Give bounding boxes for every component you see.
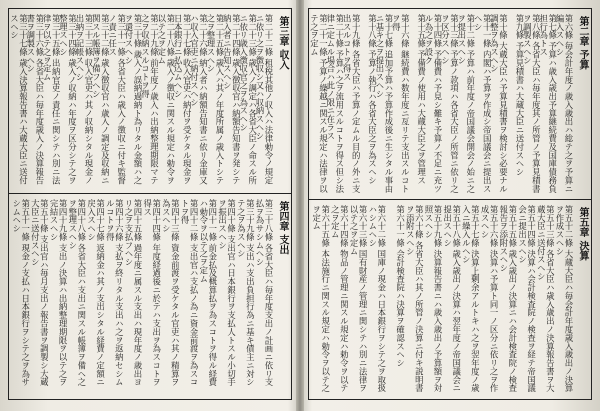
article-column: 第十一條 内閣ハ予算ヲ作成シ帝国議会ニ提出スヘシ — [473, 14, 493, 193]
article-column: 第十八條 予算ノ執行ハ各省大臣之ヲ為スヘシ — [367, 14, 378, 185]
right-page — [306, 4, 596, 405]
article-column: 第四十五條 過年度ニ属スル支出ハ現年度ノ歳出ヨリ之ヲ支払フヘシ — [123, 199, 143, 387]
article-column: 第五十九條 決算報告書ニハ歳入歳出ノ予算額ヲ対照スヘシ — [423, 205, 443, 393]
article-column: 第五十五條 歳入歳出ノ決算ニハ会計検査院ノ検査報告ヲ添附スヘシ — [498, 205, 518, 393]
article-column: 第十九條 各省大臣ハ予算ノ定ムル目的ノ外ニ支出スルコトヲ得ス — [342, 14, 362, 193]
article-column: 第五十三條 各省大臣ハ歳入歳出ノ決算報告書ヲ大蔵大臣ニ送付スヘシ — [536, 205, 556, 393]
article-column: 第二十二條 租税其他ノ収入ハ法律勅令ノ規定ニ依リ之ヲ徴収シ又ハ収納スヘシ — [254, 14, 274, 185]
article-column: 第六十二條 国庫ノ現金ハ日本銀行ヲシテ之ヲ取扱ハシムヘシ — [367, 205, 387, 393]
section-divider — [308, 199, 592, 200]
article-column: 第五十四條 決算ハ会計検査院ノ検査ヲ経テ帝国議会ニ提出スヘシ — [517, 205, 537, 393]
article-column: 第三十八條 各省大臣ハ毎年度支出ノ計画ニ依リ支払ヲ為サシムヘシ — [254, 199, 274, 387]
article-column: 第二十三條 歳入ノ調定ハ各省大臣ノ命スル所ニ依リ歳入徴収官之ヲ為スヘシ — [238, 14, 258, 185]
article-column: 第十條 大蔵大臣ハ予算見積書ヲ検討シ必要ナル調整ヲ為スヘシ — [489, 14, 509, 193]
article-column: 第五十二條 大蔵大臣ハ毎会計年度歳入歳出ノ決算ヲ作成スヘシ — [554, 205, 574, 393]
article-column: 第四十二條 支出官ハ支払ノ為ニ資金前渡ヲ為スコトヲ得 — [180, 199, 200, 387]
article-column: 第十二條 予算ハ前年度ノ帝国議会開会ノ始ニ之ヲ提出スヘシ — [456, 14, 476, 193]
article-column: 第三十三條 収入官吏ハ其ノ収納シタル現金ノ出納ヲ記帳スヘシ — [74, 14, 94, 185]
article-column: 第十三條 予算ノ款項ハ各省大臣ノ所管ニ依リ之ヲ区分スヘシ — [440, 14, 460, 193]
chapter-heading: 第四章 支出 — [277, 201, 288, 255]
article-column: 第六十三條 国有財産ノ管理ニ関シテハ別ニ法律ヲ以テ之ヲ定ム — [349, 205, 369, 393]
article-column: 第三十九條 支出ハ支出負担行為ニ基キ債主ニ対シテ之ヲ為スヘシ — [236, 199, 256, 387]
article-column: 第六十一條 会計検査院ハ決算ヲ確認スヘシ — [395, 205, 406, 368]
article-column: 第三十一條 各省大臣ハ歳入ノ徴収ニ付キ監督ノ責ニ任ス — [107, 14, 127, 185]
article-column: 第五十一條 現金ノ支払ハ日本銀行ヲシテ之ヲ為サシムヘシ — [11, 199, 31, 387]
article-column: 第五十六條 決算ハ予算ト同一ノ区分ニ依リ之ヲ作成スヘシ — [480, 205, 500, 393]
article-column: 第四十七條 返納金ハ其ノ支出シタル経費ノ定額ニ戻入スヘシ — [86, 199, 106, 387]
chapter-heading: 第三章 収入 — [277, 16, 288, 70]
article-column: 第八條 各省大臣ハ毎年度其ノ所管ノ予算見積書ヲ調製スヘシ — [522, 14, 542, 193]
article-column: 第六十條 各省大臣ハ其ノ所管ノ決算ニ付キ説明書ヲ添附スヘシ — [405, 205, 425, 393]
article-column: 第四十四條 年度経過後ニ於テハ支出ヲ為スコトヲ得ス — [142, 199, 162, 387]
article-column: 第二十九條 前年度ノ歳入ハ出納整理期限マテ之ヲ収納スルコトヲ得 — [140, 14, 160, 185]
article-column: 第四十九條 支出ノ決算ハ出納整理期限ヲ以テ之ヲ完結スヘシ — [49, 199, 69, 387]
article-column: 第十七條 追加予算ハ予算作成後ニ生シタル事由ニ基キ之ヲ提出スヘシ — [374, 14, 394, 193]
chapter-heading: 第五章 決算 — [577, 207, 588, 261]
article-column: 第四十條 支出官ハ日本銀行ヲ支払人トスル小切手ヲ振出スヘシ — [217, 199, 237, 387]
article-column: 第二十條 予算ハ之ヲ流用スルコトヲ得ス但シ法律ニ定ムル場合ハ此ノ限ニ在ラス — [325, 14, 345, 193]
left-page — [6, 4, 294, 405]
article-column: 第二十八條 歳入ノ徴収ニ関スル規定ハ勅令ヲ以テ之ヲ定ム — [156, 14, 176, 185]
article-column: 第二十一條 予算ノ繰越ニ関スル規定ハ法律ヲ以テ之ヲ定ム — [309, 14, 329, 193]
article-column: 第十六條 継続費ハ数年度ニ亙リテ支出スルコトヲ得 — [391, 14, 411, 193]
book-gutter — [296, 0, 304, 411]
article-column: 第二十四條 歳入徴収官ハ納額告知書ヲ発シテ納入者ニ告知スヘシ — [222, 14, 242, 185]
article-column: 第十五條 予備費ノ使用ハ大蔵大臣之ヲ管理ス — [416, 14, 427, 185]
article-column: 第三十七條 歳入決算報告書ハ大蔵大臣ニ送付スヘシ — [9, 14, 29, 185]
article-column: 第三十六條 各省大臣ハ毎年度歳入ノ決算報告書ヲ調製スヘシ — [25, 14, 45, 185]
article-column: 第九條 予算見積書ハ大蔵大臣ニ送付スヘシ — [514, 14, 525, 177]
article-column: 第三十五條 出納官吏ノ責任ニ関シテハ別ニ法律ヲ以テ之ヲ定ム — [42, 14, 62, 185]
section-divider — [8, 193, 292, 194]
article-column: 第四十三條 資金前渡ヲ受ケタル官吏ハ其ノ精算ヲ為スヘシ — [161, 199, 181, 387]
article-column: 第三十四條 歳入ノ収納ハ年度ヲ区分シテ之ヲ整理スヘシ — [58, 14, 78, 185]
article-column: 第五十條 支出官ハ毎月支出ノ報告書ヲ調製シ大蔵大臣ニ送付スヘシ — [30, 199, 50, 387]
article-column: 第二十六條 納入者ハ納額告知書ニ依リ金庫又ハ収入官吏ニ納付スヘシ — [189, 14, 209, 185]
article-column: 第三十條 歳入ノ誤納過納ト為リタル金額ハ之ヲ還付スヘシ — [123, 14, 143, 185]
article-column: 第四十八條 各省大臣ハ支出ニ関スル帳簿ヲ備ヘ之ヲ整理スヘシ — [67, 199, 87, 387]
article-column: 第十四條 予備費ハ予見シ難キ予算ノ不足ニ充ツル為之ヲ設ク — [423, 14, 443, 193]
article-column: 第六條 毎会計年度ノ歳入歳出ハ総テ之ヲ予算ニ編入スヘシ — [554, 14, 574, 193]
article-column: 第七條 予算ハ歳入歳出予算継続費及国庫債務負担行為トス — [538, 14, 558, 193]
article-column: 第四十一條 前金払及概算払ヲ為スコトヲ得ル経費ハ勅令ヲ以テ之ヲ定ム — [198, 199, 218, 387]
article-column: 第五十七條 決算上剰余アルトキハ之ヲ翌年度ノ歳入ニ繰入ルヘシ — [461, 205, 481, 393]
article-column: 第六十五條 本法施行ニ関スル規定ハ勅令ヲ以テ之ヲ定ム — [311, 205, 331, 393]
article-column: 第四十六條 支払ヲ終リタル支出ハ之ヲ返納セシムルコトヲ得 — [105, 199, 125, 387]
article-column: 第六十四條 物品ノ管理ニ関スル規定ハ勅令ヲ以テ之ヲ定ム — [330, 205, 350, 393]
article-column: 第三十二條 歳入徴収官ハ歳入ノ調定及収納ニ関スル帳簿ヲ備フヘシ — [91, 14, 111, 185]
article-column: 第二十五條 歳入ハ其ノ年度所属ノ歳入トシテ之ヲ整理スヘシ — [205, 14, 225, 185]
chapter-heading: 第二章 予算 — [577, 16, 588, 70]
article-column: 第五十八條 歳入歳出ノ決算ハ翌年度ノ帝国議会ニ提出スヘシ — [442, 205, 462, 393]
article-column: 第二十七條 收入官吏ハ納付ヲ受ケタル現金ヲ日本銀行ニ払込ムヘシ — [173, 14, 193, 185]
